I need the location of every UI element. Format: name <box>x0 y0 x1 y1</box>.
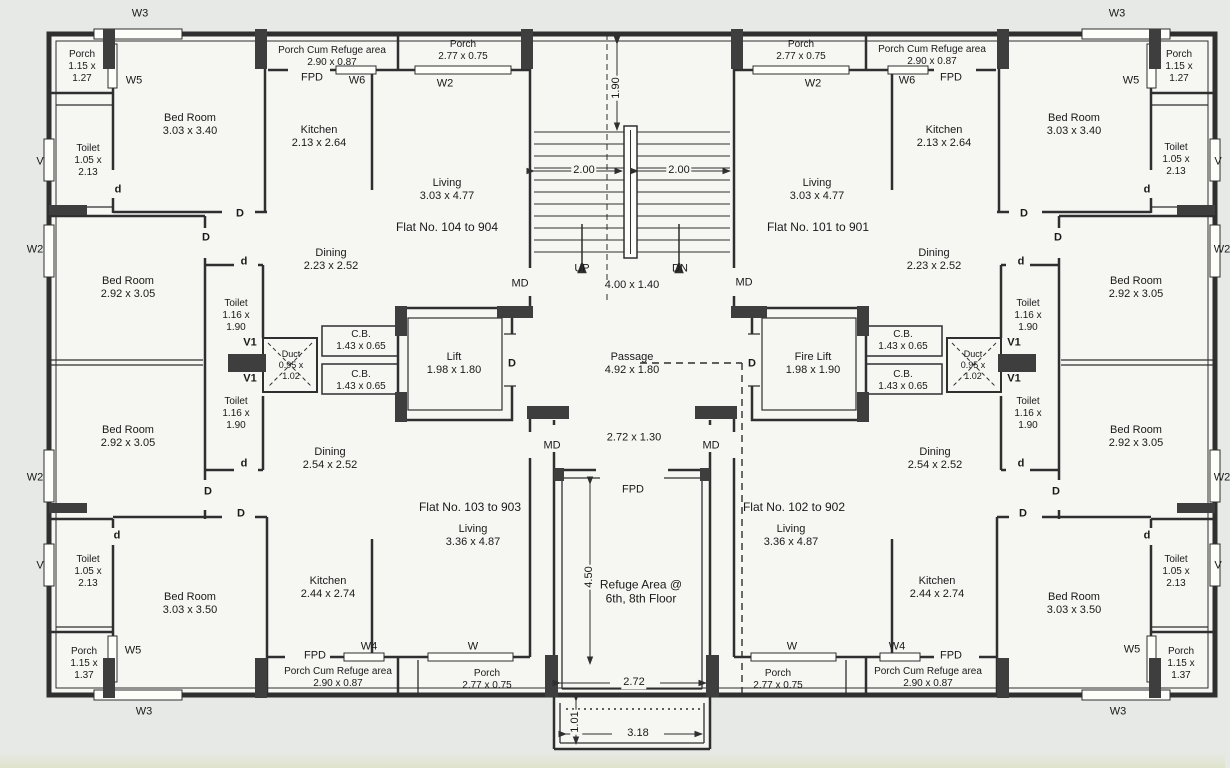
room-label-dining-102: Dining 2.54 x 2.52 <box>907 445 963 471</box>
room-label-toilet-bottom-left: Toilet 1.05 x 2.13 <box>74 554 102 589</box>
door-label-fpd-top-right: FPD <box>940 71 962 84</box>
door-label-d-fire-lift: D <box>748 357 756 370</box>
door-label-d-bedroom-top-left: D <box>236 207 244 220</box>
door-label-fpd-bottom-left: FPD <box>304 649 326 662</box>
stair-label-dn: DN <box>672 262 688 275</box>
room-label-porch-refuge-top-left: Porch Cum Refuge area 2.90 x 0.87 <box>278 45 386 68</box>
window-label-w2-left-lower: W2 <box>26 471 44 484</box>
room-label-dining-104: Dining 2.23 x 2.52 <box>303 246 359 272</box>
dim-balcony-width: 3.18 <box>627 727 649 740</box>
room-label-toilet-mid-upper-right: Toilet 1.16 x 1.90 <box>1014 298 1042 333</box>
window-label-w2-left-upper: W2 <box>26 243 44 256</box>
dim-stair-flight-right: 2.00 <box>668 164 690 177</box>
room-label-kitchen-bottom-right: Kitchen 2.44 x 2.74 <box>909 574 965 600</box>
door-label-d-toilet-top-right: d <box>1143 183 1151 196</box>
door-label-md-flat102: MD <box>702 439 720 452</box>
window-label-w2-right-upper: W2 <box>1213 243 1230 256</box>
room-label-porch-top-left: Porch 1.15 x 1.27 <box>68 49 96 84</box>
room-label-porch-refuge-bottom-left: Porch Cum Refuge area 2.90 x 0.87 <box>284 666 392 689</box>
dim-vestibule: 2.72 x 1.30 <box>606 431 662 444</box>
room-label-porch-bottom-center-right: Porch 2.77 x 0.75 <box>753 668 803 691</box>
room-label-cb-right-upper: C.B. 1.43 x 0.65 <box>878 329 928 352</box>
door-label-fpd-refuge: FPD <box>622 483 644 496</box>
room-label-porch-bottom-right: Porch 1.15 x 1.37 <box>1167 646 1195 681</box>
vent-label-v1-right-upper: V1 <box>1007 336 1021 349</box>
room-label-duct-left: Duct 0.95 x 1.02 <box>278 348 304 381</box>
door-label-d-dining-top-left: D <box>202 231 210 244</box>
flat-label-102: Flat No. 102 to 902 <box>742 499 846 514</box>
room-label-bedroom-top-right: Bed Room 3.03 x 3.40 <box>1046 111 1102 137</box>
room-label-living-103: Living 3.36 x 4.87 <box>445 522 501 548</box>
window-label-w-bottom-left: W <box>467 640 479 653</box>
window-label-w6-right: W6 <box>898 74 916 87</box>
room-label-bedroom-mid-lower-right: Bed Room 2.92 x 3.05 <box>1108 423 1164 449</box>
window-label-w5-bottom-right: W5 <box>1123 643 1141 656</box>
dim-balcony-depth: 1.01 <box>569 711 582 733</box>
door-label-d-dining-bottom-right: D <box>1019 507 1027 520</box>
dim-stair-landing: 1.90 <box>610 77 623 99</box>
window-label-v-top-left: V <box>36 155 44 168</box>
room-label-bedroom-top-left: Bed Room 3.03 x 3.40 <box>162 111 218 137</box>
dim-refuge-depth: 4.50 <box>583 566 596 588</box>
door-label-d-toilet-bottom-left: d <box>113 529 121 542</box>
vent-label-v1-left-lower: V1 <box>243 372 257 385</box>
room-label-passage: Passage 4.92 x 1.80 <box>604 350 660 376</box>
door-label-d-dining-bottom-left: D <box>237 507 245 520</box>
window-label-w2-top-left: W2 <box>436 77 454 90</box>
room-label-porch-refuge-top-right: Porch Cum Refuge area 2.90 x 0.87 <box>878 44 986 67</box>
room-label-toilet-bottom-right: Toilet 1.05 x 2.13 <box>1162 554 1190 589</box>
door-label-d-toilet2-left: d <box>240 457 248 470</box>
door-label-d-toilet1-left: d <box>240 255 248 268</box>
room-label-dining-103: Dining 2.54 x 2.52 <box>302 445 358 471</box>
room-label-cb-left-lower: C.B. 1.43 x 0.65 <box>336 369 386 392</box>
room-label-dining-101: Dining 2.23 x 2.52 <box>906 246 962 272</box>
room-label-bedroom-mid-upper-right: Bed Room 2.92 x 3.05 <box>1108 274 1164 300</box>
door-label-d-toilet-bottom-right: d <box>1143 529 1151 542</box>
flat-label-104: Flat No. 104 to 904 <box>395 219 499 234</box>
flat-label-101: Flat No. 101 to 901 <box>766 219 870 234</box>
window-label-v-bottom-right: V <box>1214 559 1222 572</box>
window-label-w6-left: W6 <box>348 74 366 87</box>
room-label-toilet-mid-lower-left: Toilet 1.16 x 1.90 <box>222 396 250 431</box>
flat-label-103: Flat No. 103 to 903 <box>418 499 522 514</box>
window-label-w4-left: W4 <box>360 640 378 653</box>
door-label-d-lift: D <box>508 357 516 370</box>
room-label-fire-lift: Fire Lift 1.98 x 1.90 <box>785 350 841 376</box>
room-label-bedroom-bottom-left: Bed Room 3.03 x 3.50 <box>162 590 218 616</box>
door-label-d-toilet-top-left: d <box>114 183 122 196</box>
room-label-toilet-top-left: Toilet 1.05 x 2.13 <box>74 143 102 178</box>
room-label-lift: Lift 1.98 x 1.80 <box>426 350 482 376</box>
room-label-porch-refuge-bottom-right: Porch Cum Refuge area 2.90 x 0.87 <box>874 666 982 689</box>
window-label-w4-right: W4 <box>888 640 906 653</box>
room-label-refuge-area: Refuge Area @ 6th, 8th Floor <box>599 577 683 606</box>
door-label-md-flat101: MD <box>735 276 753 289</box>
door-label-md-flat103: MD <box>543 439 561 452</box>
window-label-w2-top-right: W2 <box>804 77 822 90</box>
room-label-cb-left-upper: C.B. 1.43 x 0.65 <box>336 329 386 352</box>
room-label-kitchen-top-right: Kitchen 2.13 x 2.64 <box>916 123 972 149</box>
room-label-porch-bottom-center-left: Porch 2.77 x 0.75 <box>462 668 512 691</box>
door-label-d-dining-top-right: D <box>1054 231 1062 244</box>
room-label-kitchen-top-left: Kitchen 2.13 x 2.64 <box>291 123 347 149</box>
window-label-w5-top-left: W5 <box>125 74 143 87</box>
window-label-w3-bottom-right: W3 <box>1109 705 1127 718</box>
door-label-fpd-top-left: FPD <box>301 71 323 84</box>
dim-refuge-width: 2.72 <box>623 676 645 689</box>
window-label-w-bottom-right: W <box>786 640 798 653</box>
window-label-w5-bottom-left: W5 <box>124 644 142 657</box>
room-label-living-104: Living 3.03 x 4.77 <box>419 176 475 202</box>
door-label-d-toilet2-right: d <box>1017 457 1025 470</box>
door-label-md-flat104: MD <box>511 277 529 290</box>
room-label-living-102: Living 3.36 x 4.87 <box>763 522 819 548</box>
room-label-living-101: Living 3.03 x 4.77 <box>789 176 845 202</box>
door-label-d-bedroom-bottom-left: D <box>204 485 212 498</box>
door-label-d-bedroom-top-right: D <box>1020 207 1028 220</box>
window-label-w3-bottom-left: W3 <box>135 705 153 718</box>
vent-label-v1-right-lower: V1 <box>1007 372 1021 385</box>
window-label-w2-right-lower: W2 <box>1213 471 1230 484</box>
room-label-porch-top-right: Porch 1.15 x 1.27 <box>1165 49 1193 84</box>
scan-artifact-tint <box>0 752 1225 768</box>
room-label-kitchen-bottom-left: Kitchen 2.44 x 2.74 <box>300 574 356 600</box>
vent-label-v1-left-upper: V1 <box>243 336 257 349</box>
room-label-toilet-mid-lower-right: Toilet 1.16 x 1.90 <box>1014 396 1042 431</box>
window-label-w3-top-right: W3 <box>1108 7 1126 20</box>
room-label-porch-bottom-left: Porch 1.15 x 1.37 <box>70 646 98 681</box>
room-label-porch-top-center-left: Porch 2.77 x 0.75 <box>438 39 488 62</box>
dim-stair-flight-left: 2.00 <box>573 164 595 177</box>
room-label-bedroom-mid-lower-left: Bed Room 2.92 x 3.05 <box>100 423 156 449</box>
window-label-v-bottom-left: V <box>36 559 44 572</box>
room-label-bedroom-mid-upper-left: Bed Room 2.92 x 3.05 <box>100 274 156 300</box>
room-label-cb-right-lower: C.B. 1.43 x 0.65 <box>878 369 928 392</box>
dim-stair-hall: 4.00 x 1.40 <box>604 279 660 292</box>
room-label-toilet-top-right: Toilet 1.05 x 2.13 <box>1162 142 1190 177</box>
window-label-w3-top-left: W3 <box>131 7 149 20</box>
stair-label-up: UP <box>574 262 590 275</box>
room-label-bedroom-bottom-right: Bed Room 3.03 x 3.50 <box>1046 590 1102 616</box>
room-label-toilet-mid-upper-left: Toilet 1.16 x 1.90 <box>222 298 250 333</box>
window-label-w5-top-right: W5 <box>1122 74 1140 87</box>
room-label-duct-right: Duct 0.95 x 1.02 <box>960 348 986 381</box>
door-label-d-bedroom-bottom-right: D <box>1052 485 1060 498</box>
room-label-porch-top-center-right: Porch 2.77 x 0.75 <box>776 39 826 62</box>
door-label-d-toilet1-right: d <box>1017 255 1025 268</box>
window-label-v-top-right: V <box>1214 155 1222 168</box>
door-label-fpd-bottom-right: FPD <box>940 649 962 662</box>
